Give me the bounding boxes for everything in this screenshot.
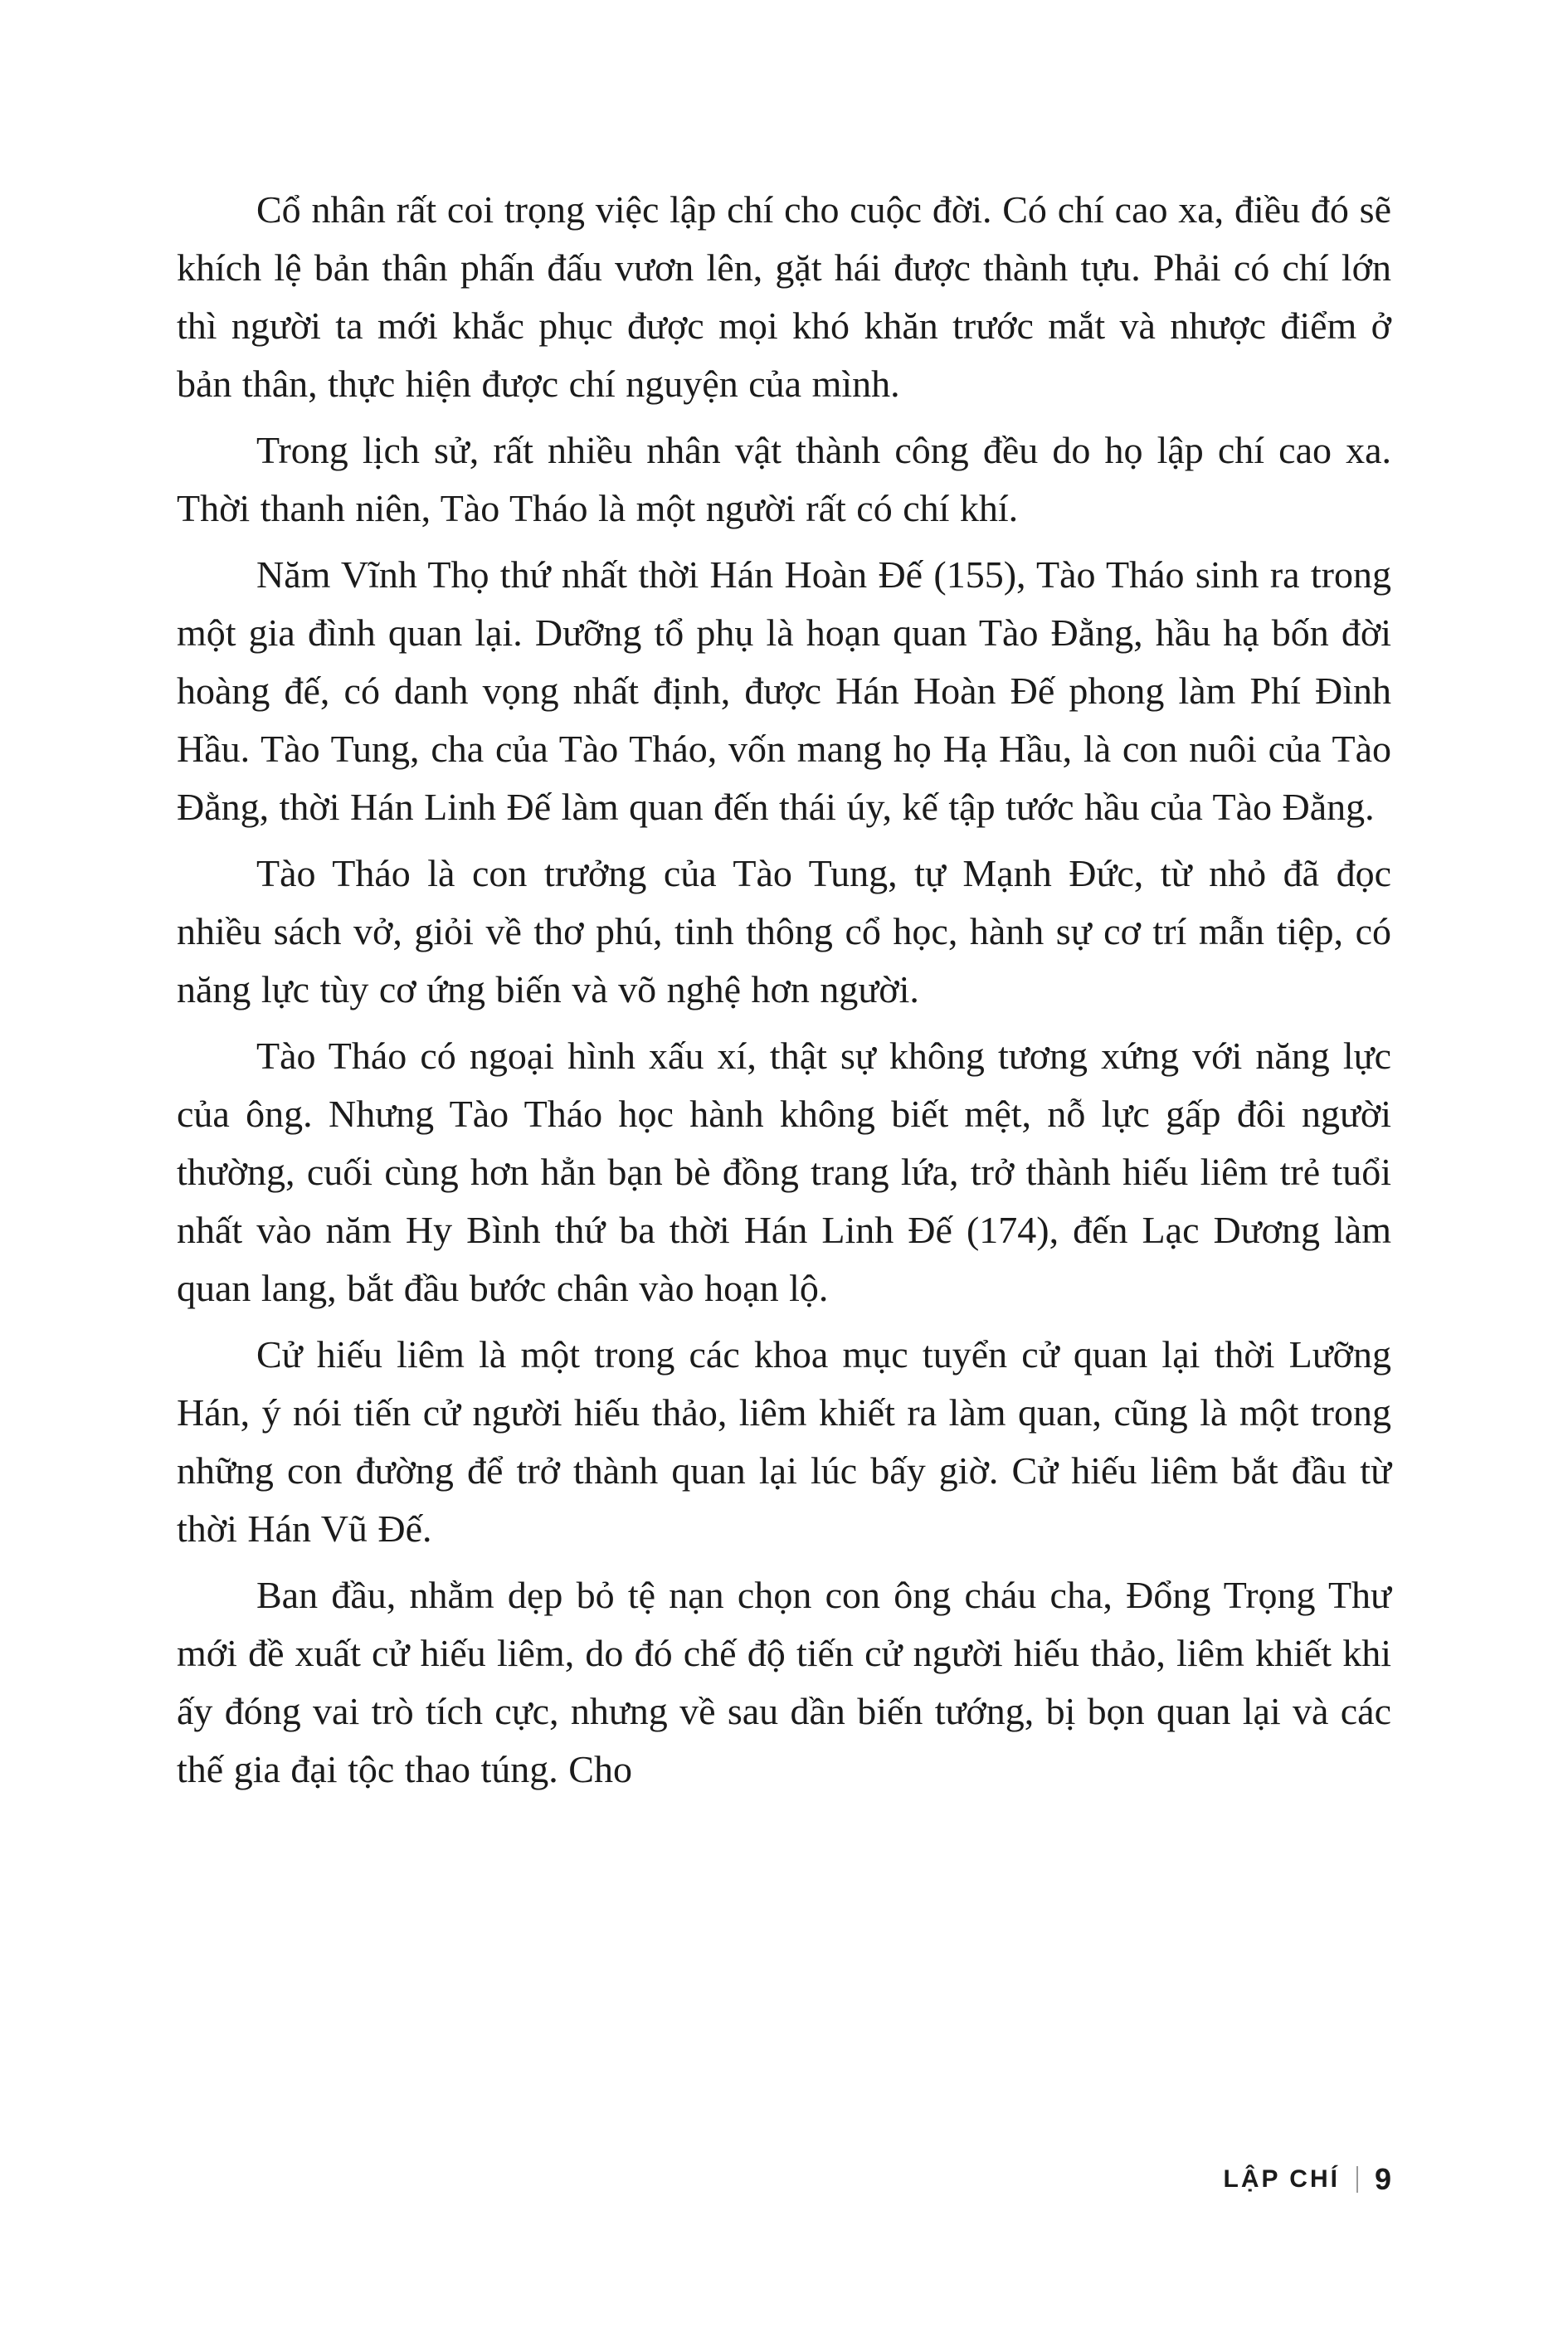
paragraph: Tào Tháo là con trưởng của Tào Tung, tự Mạnh Đức, từ nhỏ đã đọc nhiều sách vở, giỏi về thơ phú, tinh thông cổ học, hành sự cơ trí mẫn tiệp, có năng lực tùy cơ ứng biến và võ nghệ hơn người. (177, 852, 1391, 1010)
paragraph: Cổ nhân rất coi trọng việc lập chí cho cuộc đời. Có chí cao xa, điều đó sẽ khích lệ bản thân phấn đấu vươn lên, gặt hái được thành tựu. Phải có chí lớn thì người ta mới khắc phục được mọi khó khăn trước mắt và nhược điểm ở bản thân, thực hiện được chí nguyện của mình. (177, 188, 1391, 405)
running-head-chapter-title: LẬP CHÍ (1223, 2165, 1340, 2193)
paragraph: Tào Tháo có ngoại hình xấu xí, thật sự không tương xứng với năng lực của ông. Nhưng Tào Tháo học hành không biết mệt, nỗ lực gấp đôi người thường, cuối cùng hơn hẳn bạn bè đồng trang lứa, trở thành hiếu liêm trẻ tuổi nhất vào năm Hy Bình thứ ba thời Hán Linh Đế (174), đến Lạc Dương làm quan lang, bắt đầu bước chân vào hoạn lộ. (177, 1035, 1391, 1309)
page-number: 9 (1374, 2162, 1391, 2196)
paragraph: Ban đầu, nhằm dẹp bỏ tệ nạn chọn con ông cháu cha, Đổng Trọng Thư mới đề xuất cử hiếu liêm, do đó chế độ tiến cử người hiếu thảo, liêm khiết khi ấy đóng vai trò tích cực, nhưng về sau dần biến tướng, bị bọn quan lại và các thế gia đại tộc thao túng. Cho (177, 1574, 1391, 1790)
paragraph: Trong lịch sử, rất nhiều nhân vật thành công đều do họ lập chí cao xa. Thời thanh niên, Tào Tháo là một người rất có chí khí. (177, 429, 1391, 529)
paragraph: Năm Vĩnh Thọ thứ nhất thời Hán Hoàn Đế (155), Tào Tháo sinh ra trong một gia đình quan lại. Dưỡng tổ phụ là hoạn quan Tào Đằng, hầu hạ bốn đời hoàng đế, có danh vọng nhất định, được Hán Hoàn Đế phong làm Phí Đình Hầu. Tào Tung, cha của Tào Tháo, vốn mang họ Hạ Hầu, là con nuôi của Tào Đằng, thời Hán Linh Đế làm quan đến thái úy, kế tập tước hầu của Tào Đằng. (177, 553, 1391, 828)
paragraph: Cử hiếu liêm là một trong các khoa mục tuyển cử quan lại thời Lưỡng Hán, ý nói tiến cử người hiếu thảo, liêm khiết ra làm quan, cũng là một trong những con đường để trở thành quan lại lúc bấy giờ. Cử hiếu liêm bắt đầu từ thời Hán Vũ Đế. (177, 1333, 1391, 1550)
page-footer (1224, 2162, 1392, 2197)
page-body-text (177, 181, 1391, 1807)
footer-divider (1356, 2166, 1358, 2193)
